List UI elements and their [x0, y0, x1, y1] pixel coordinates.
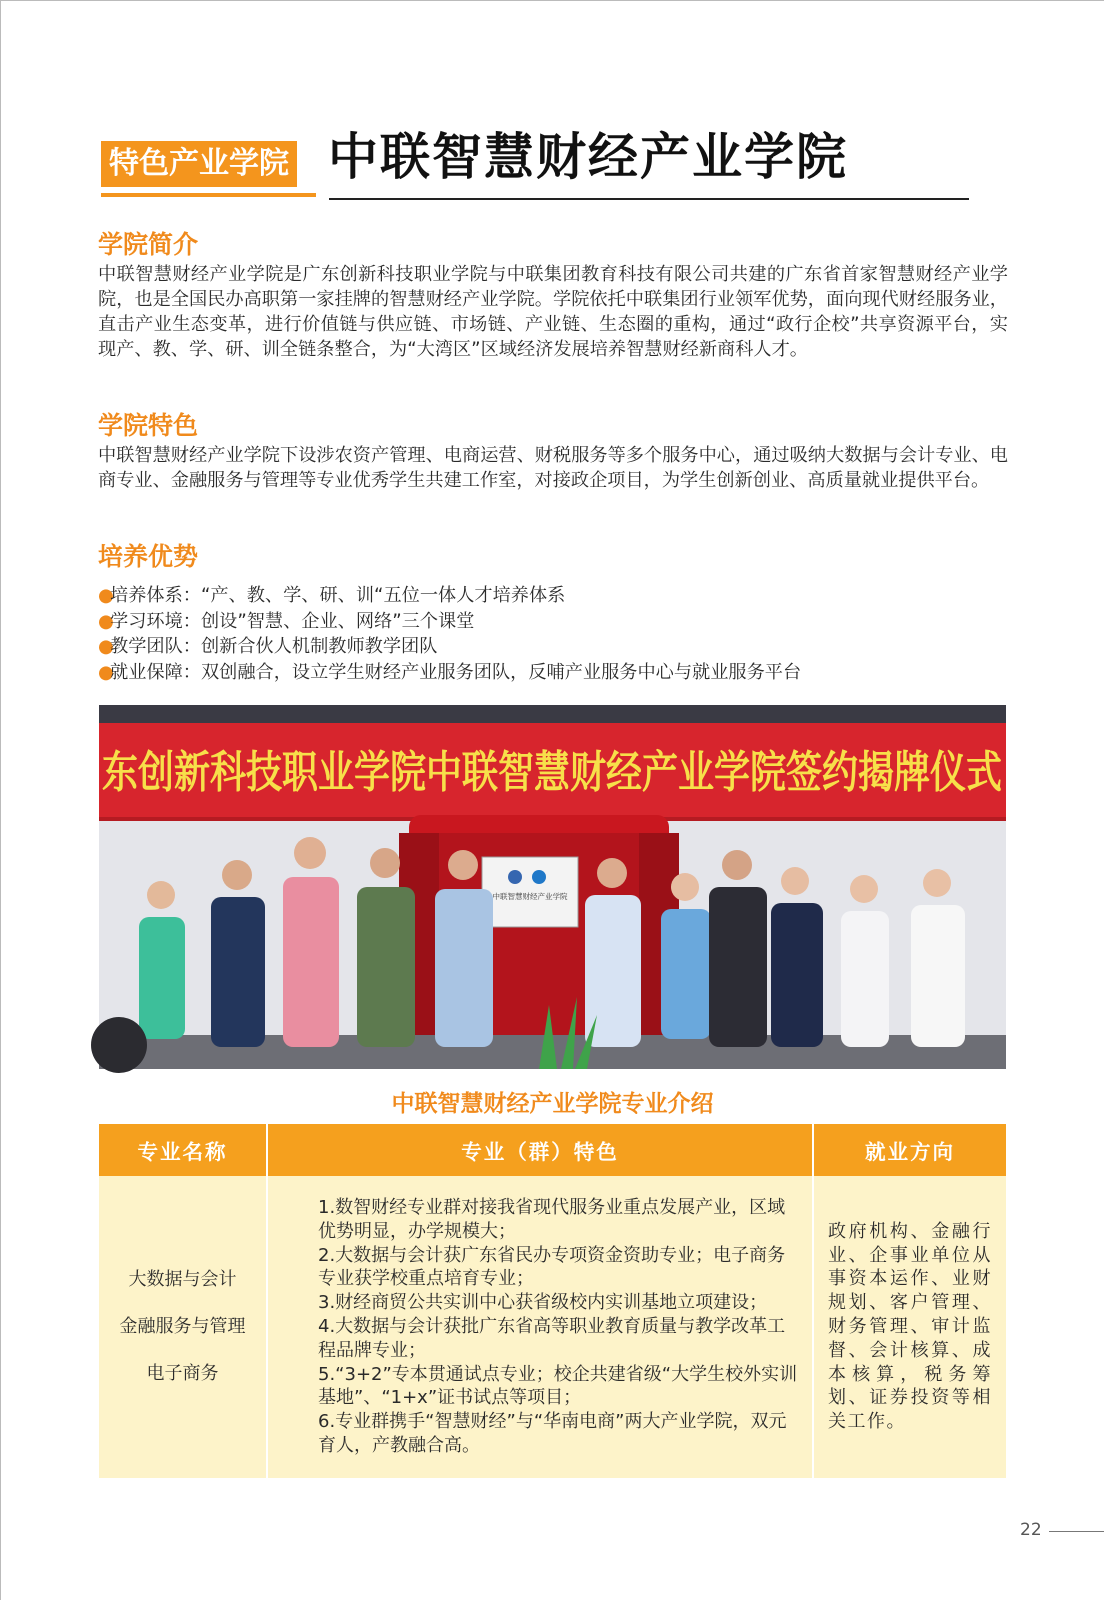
advantages-list: [98, 583, 998, 685]
table-header-row: [99, 1124, 1006, 1176]
banner-text: 东创新科技职业学院中联智慧财经产业学院签约揭牌仪式: [102, 747, 1002, 798]
col-header-major: 专业名称: [99, 1124, 267, 1176]
feature-item: 2.大数据与会计获广东省民办专项资金资助专业；电子商务专业获学校重点培育专业；: [318, 1244, 786, 1290]
list-item: ● 学习环境：创设”智慧、企业、网络”三个课堂: [98, 610, 475, 632]
advantages-heading: 培养优势: [98, 542, 199, 571]
major-name: 大数据与会计: [128, 1269, 237, 1291]
features-cell: [267, 1176, 813, 1478]
list-item: ● 培养体系：“产、教、学、研、训“五位一体人才培养体系: [98, 585, 566, 606]
ceremony-photo: [99, 705, 1006, 1069]
list-item: ● 教学团队：创新合伙人机制教师教学团队: [98, 636, 438, 657]
title-rule: [329, 198, 969, 200]
category-tag: 特色产业学院: [101, 141, 297, 187]
table-title: 中联智慧财经产业学院专业介绍: [391, 1091, 714, 1117]
tag-underline: [101, 193, 316, 197]
intro-heading: 学院简介: [98, 230, 199, 259]
feature-item: 1.数智财经专业群对接我省现代服务业重点发展产业，区域优势明显，办学规模大；: [318, 1197, 786, 1242]
list-item: ● 就业保障：双创融合，设立学生财经产业服务团队，反哺产业服务中心与就业服务平台: [98, 661, 802, 683]
major-name: 金融服务与管理: [119, 1316, 246, 1338]
col-header-employment: 就业方向: [813, 1124, 1006, 1176]
features-text: 中联智慧财经产业学院下设涉农资产管理、电商运营、财税服务等多个服务中心，通过吸纳大数据与会计专业、电商专业、金融服务与管理等专业优秀学生共建工作室，对接政企项目，为学生创新创业、高质量就业提供平台。: [98, 445, 1008, 491]
feature-item: 4.大数据与会计获批广东省高等职业教育质量与教学改革工程品牌专业；: [318, 1315, 786, 1361]
page-number-rule: [1049, 1531, 1104, 1532]
page-title: 中联智慧财经产业学院: [328, 128, 848, 186]
feature-item: 5.“3+2”专本贯通试点专业；校企共建省级“大学生校外实训基地”、“1+x”证书试点等项目；: [318, 1363, 798, 1409]
majors-table: [99, 1124, 1006, 1478]
features-heading: 学院特色: [98, 411, 199, 440]
employment-cell: 政府机构、金融行业、企事业单位从事资本运作、业财规划、客户管理、财务管理、审计监督、会计核算、成本核算，税务筹划、证券投资等相关工作。: [813, 1176, 1006, 1478]
feature-item: 3.财经商贸公共实训中心获省级校内实训基地立项建设；: [318, 1292, 768, 1314]
major-names-cell: [99, 1176, 267, 1478]
table-row: [99, 1176, 1006, 1478]
plaque-text: 中联智慧财经产业学院: [492, 892, 568, 901]
feature-item: 6.专业群携手“智慧财经”与“华南电商”两大产业学院，双元育人，产教融合高。: [318, 1411, 787, 1456]
intro-text: 中联智慧财经产业学院是广东创新科技职业学院与中联集团教育科技有限公司共建的广东省首家智慧财经产业学院，也是全国民办高职第一家挂牌的智慧财经产业学院。学院依托中联集团行业领军优势，面向现代财经服务业，直击产业生态变革，进行价值链与供应链、市场链、产业链、生态圈的重构，通过“政行企校”共享资源平台，实现产、教、学、研、训全链条整合，为“大湾区”区域经济发展培养智慧财经新商科人才。: [98, 264, 1008, 360]
ceremony-photo-illustration: [99, 705, 1006, 1069]
col-header-features: 专业（群）特色: [267, 1124, 813, 1176]
major-name: 电子商务: [146, 1363, 219, 1385]
page-number: 22: [1020, 1520, 1042, 1540]
